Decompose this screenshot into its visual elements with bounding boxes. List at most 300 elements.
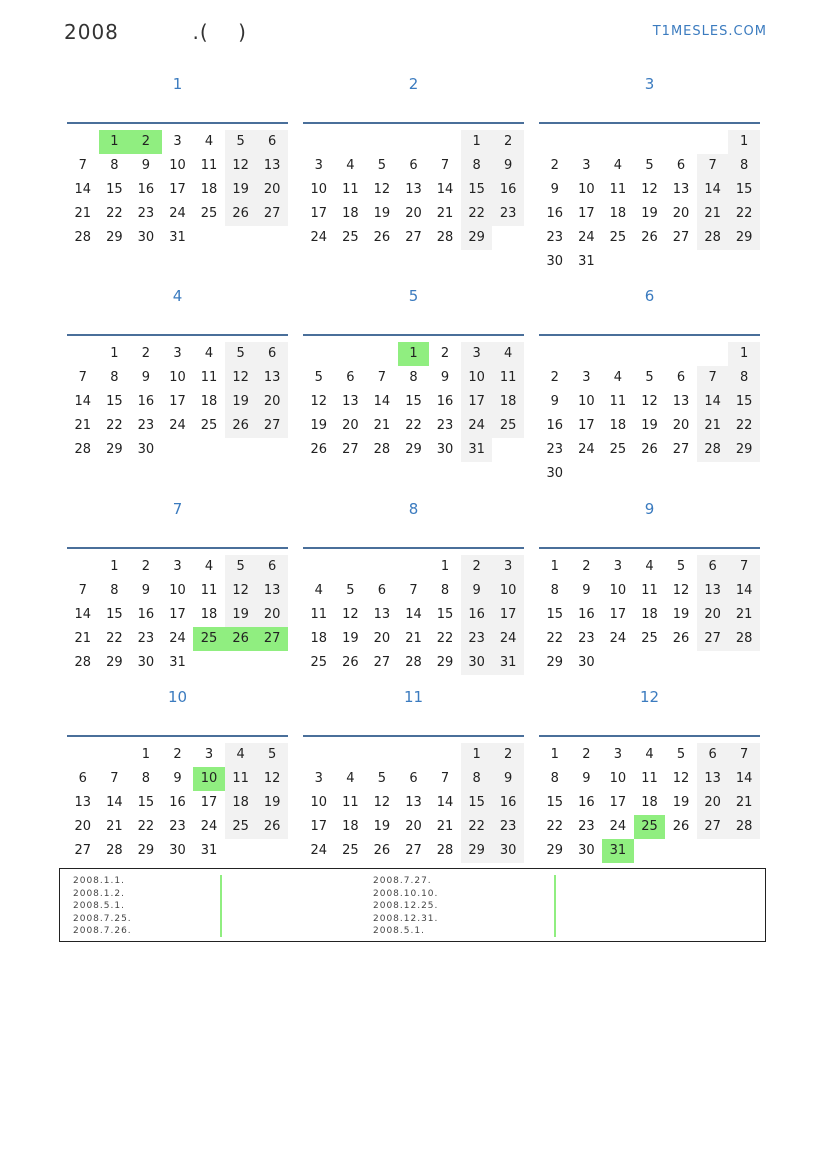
day-cell: 6	[676, 158, 686, 173]
day-cell: 27	[697, 627, 729, 651]
empty-cell	[67, 342, 99, 366]
day-cell: 13	[405, 182, 422, 197]
day-cell: 15	[546, 795, 564, 810]
day-cell: 13	[74, 795, 92, 810]
day-cell: 5	[676, 747, 686, 762]
month-6	[539, 284, 760, 481]
day-cell: 30	[546, 466, 564, 481]
week-row	[303, 767, 524, 791]
week-row	[67, 603, 288, 627]
day-cell: 23	[137, 206, 155, 221]
day-cell: 30	[546, 254, 564, 269]
day-cell: 22	[461, 202, 493, 226]
day-cell: 17	[169, 607, 186, 622]
day-cell: 22	[106, 631, 123, 646]
week-row	[67, 202, 288, 226]
month-grid	[67, 130, 288, 250]
day-cell: 17	[200, 795, 218, 810]
day-cell: 26	[672, 631, 690, 646]
day-cell: 16	[492, 178, 524, 202]
day-cell: 4	[314, 583, 323, 598]
week-row	[67, 390, 288, 414]
day-cell: 2	[550, 158, 559, 173]
day-cell: 4	[204, 346, 214, 361]
empty-cell	[492, 438, 524, 462]
day-cell: 10	[193, 767, 225, 791]
week-row	[67, 555, 288, 579]
day-cell: 14	[728, 579, 760, 603]
empty-cell	[162, 438, 194, 462]
empty-cell	[335, 555, 367, 579]
day-cell: 5	[225, 130, 257, 154]
day-cell: 19	[641, 206, 658, 221]
day-cell: 10	[169, 158, 186, 173]
day-cell: 19	[672, 607, 690, 622]
legend-date: 2008.7.27.	[373, 876, 432, 886]
day-cell: 19	[256, 791, 288, 815]
day-cell: 3	[582, 370, 591, 385]
week-row	[303, 226, 524, 250]
day-cell: 18	[200, 394, 218, 409]
week-row	[539, 651, 760, 675]
month-name: 4	[172, 287, 183, 305]
day-cell: 19	[672, 795, 690, 810]
month-name: 10	[167, 688, 188, 706]
day-cell: 29	[728, 226, 760, 250]
week-row	[303, 202, 524, 226]
empty-cell	[634, 839, 666, 863]
day-cell: 17	[492, 603, 524, 627]
day-cell: 28	[373, 442, 391, 457]
empty-cell	[728, 839, 760, 863]
week-row	[539, 202, 760, 226]
day-cell: 14	[728, 767, 760, 791]
day-cell: 5	[225, 555, 257, 579]
day-cell: 12	[641, 182, 658, 197]
day-cell: 24	[609, 631, 627, 646]
day-cell: 25	[609, 230, 627, 245]
empty-cell	[634, 342, 666, 366]
week-row	[67, 767, 288, 791]
week-row	[67, 226, 288, 250]
day-cell: 4	[204, 559, 214, 574]
day-cell: 3	[492, 555, 524, 579]
empty-cell	[303, 743, 335, 767]
empty-cell	[697, 462, 729, 486]
empty-cell	[67, 743, 99, 767]
empty-cell	[303, 342, 335, 366]
day-cell: 5	[377, 158, 387, 173]
empty-cell	[366, 743, 398, 767]
day-cell: 26	[373, 230, 391, 245]
day-cell: 22	[405, 418, 422, 433]
day-cell: 28	[728, 627, 760, 651]
day-cell: 1	[728, 342, 760, 366]
day-cell: 13	[256, 366, 288, 390]
day-cell: 28	[74, 655, 92, 670]
week-row	[303, 815, 524, 839]
empty-cell	[256, 438, 288, 462]
empty-cell	[225, 438, 257, 462]
day-cell: 16	[546, 418, 564, 433]
day-cell: 4	[492, 342, 524, 366]
day-cell: 15	[106, 182, 123, 197]
day-cell: 26	[310, 442, 328, 457]
day-cell: 6	[676, 370, 686, 385]
legend-date: 2008.1.2.	[73, 888, 125, 899]
day-cell: 18	[342, 819, 359, 834]
day-cell: 15	[546, 607, 564, 622]
week-row	[303, 555, 524, 579]
empty-cell	[571, 130, 603, 154]
week-row	[539, 462, 760, 486]
month-grid	[303, 130, 524, 250]
day-cell: 22	[728, 202, 760, 226]
day-cell: 15	[405, 394, 422, 409]
month-name: 6	[644, 287, 655, 305]
day-cell: 12	[641, 394, 658, 409]
day-cell: 7	[78, 370, 87, 385]
day-cell: 10	[609, 583, 627, 598]
day-cell: 23	[546, 230, 564, 245]
empty-cell	[398, 130, 430, 154]
day-cell: 10	[169, 370, 186, 385]
week-row	[303, 414, 524, 438]
day-cell: 28	[74, 230, 92, 245]
day-cell: 4	[204, 134, 214, 149]
day-cell: 3	[613, 747, 623, 762]
legend-date: 2008.12.31.	[373, 913, 439, 924]
day-cell: 21	[106, 819, 123, 834]
day-cell: 11	[492, 366, 524, 390]
empty-cell	[602, 342, 634, 366]
day-cell: 4	[613, 370, 623, 385]
day-cell: 3	[582, 158, 591, 173]
day-cell: 2	[582, 559, 591, 574]
day-cell: 24	[169, 631, 186, 646]
day-cell: 28	[728, 815, 760, 839]
day-cell: 11	[200, 370, 218, 385]
day-cell: 3	[173, 134, 182, 149]
week-row	[303, 342, 524, 366]
day-cell: 16	[578, 607, 595, 622]
empty-cell	[193, 226, 225, 250]
empty-cell	[492, 226, 524, 250]
day-cell: 30	[492, 839, 524, 863]
empty-cell	[256, 651, 288, 675]
day-cell: 7	[78, 583, 87, 598]
day-cell: 25	[225, 815, 257, 839]
month-rule	[303, 122, 524, 124]
week-row	[67, 178, 288, 202]
week-row	[303, 579, 524, 603]
day-cell: 17	[169, 394, 186, 409]
month-1	[67, 72, 288, 245]
month-5	[303, 284, 524, 457]
week-row	[539, 154, 760, 178]
day-cell: 26	[225, 627, 257, 651]
day-cell: 8	[461, 154, 493, 178]
legend-date: 2008.7.25.	[73, 913, 132, 924]
day-cell: 14	[697, 390, 729, 414]
week-row	[303, 366, 524, 390]
month-9	[539, 497, 760, 670]
day-cell: 5	[346, 583, 355, 598]
day-cell: 2	[440, 346, 450, 361]
week-row	[539, 130, 760, 154]
day-cell: 22	[137, 819, 155, 834]
day-cell: 30	[578, 655, 595, 670]
day-cell: 13	[256, 579, 288, 603]
day-cell: 3	[173, 346, 182, 361]
month-rule	[539, 122, 760, 124]
day-cell: 26	[342, 655, 359, 670]
day-cell: 1	[141, 747, 151, 762]
week-row	[303, 839, 524, 863]
day-cell: 16	[461, 603, 493, 627]
legend-column-left	[73, 875, 132, 938]
day-cell: 27	[74, 843, 92, 858]
day-cell: 26	[641, 230, 658, 245]
day-cell: 1	[110, 346, 119, 361]
day-cell: 18	[609, 206, 627, 221]
legend-column-right	[373, 875, 438, 938]
day-cell: 23	[492, 815, 524, 839]
day-cell: 17	[310, 819, 328, 834]
day-cell: 18	[225, 791, 257, 815]
page-title: 2008 .( )	[64, 20, 247, 44]
day-cell: 14	[74, 607, 92, 622]
day-cell: 9	[440, 370, 450, 385]
day-cell: 28	[436, 843, 454, 858]
day-cell: 25	[200, 206, 218, 221]
day-cell: 4	[346, 158, 355, 173]
day-cell: 18	[200, 182, 218, 197]
day-cell: 2	[550, 370, 559, 385]
day-cell: 29	[405, 442, 422, 457]
day-cell: 29	[546, 843, 564, 858]
day-cell: 1	[550, 747, 559, 762]
day-cell: 29	[106, 442, 123, 457]
day-cell: 10	[310, 182, 328, 197]
month-10	[67, 685, 288, 858]
day-cell: 26	[641, 442, 658, 457]
month-grid	[67, 342, 288, 462]
month-name: 1	[172, 75, 183, 93]
month-grid	[67, 555, 288, 675]
empty-cell	[602, 130, 634, 154]
legend-date: 2008.12.25.	[373, 901, 439, 911]
week-row	[303, 154, 524, 178]
day-cell: 2	[492, 743, 524, 767]
day-cell: 14	[74, 182, 92, 197]
day-cell: 19	[225, 178, 257, 202]
empty-cell	[602, 651, 634, 675]
day-cell: 13	[697, 767, 729, 791]
month-7	[67, 497, 288, 670]
day-cell: 12	[225, 579, 257, 603]
month-grid	[539, 130, 760, 274]
day-cell: 13	[672, 182, 690, 197]
empty-cell	[67, 130, 99, 154]
empty-cell	[303, 555, 335, 579]
day-cell: 5	[314, 370, 323, 385]
day-cell: 11	[200, 158, 218, 173]
day-cell: 7	[440, 771, 450, 786]
day-cell: 18	[492, 390, 524, 414]
day-cell: 11	[641, 583, 658, 598]
day-cell: 20	[256, 178, 288, 202]
day-cell: 9	[492, 154, 524, 178]
week-row	[67, 743, 288, 767]
holiday-legend	[59, 868, 766, 942]
day-cell: 18	[641, 607, 658, 622]
month-grid	[303, 743, 524, 863]
empty-cell	[539, 342, 571, 366]
empty-cell	[256, 839, 288, 863]
day-cell: 1	[550, 559, 559, 574]
day-cell: 27	[342, 442, 359, 457]
day-cell: 9	[550, 394, 559, 409]
site-brand[interactable]: T1MESLES.COM	[652, 24, 767, 39]
empty-cell	[256, 226, 288, 250]
day-cell: 14	[106, 795, 123, 810]
day-cell: 19	[225, 603, 257, 627]
week-row	[539, 555, 760, 579]
empty-cell	[335, 130, 367, 154]
month-name: 9	[644, 500, 655, 518]
day-cell: 3	[204, 747, 214, 762]
day-cell: 25	[200, 418, 218, 433]
day-cell: 8	[550, 583, 559, 598]
day-cell: 24	[492, 627, 524, 651]
month-rule	[303, 547, 524, 549]
day-cell: 19	[373, 819, 391, 834]
week-row	[303, 603, 524, 627]
empty-cell	[728, 651, 760, 675]
day-cell: 20	[74, 819, 92, 834]
month-grid	[539, 555, 760, 675]
week-row	[67, 154, 288, 178]
day-cell: 27	[256, 202, 288, 226]
week-row	[67, 130, 288, 154]
day-cell: 25	[492, 414, 524, 438]
month-11	[303, 685, 524, 858]
week-row	[67, 839, 288, 863]
week-row	[539, 743, 760, 767]
day-cell: 28	[74, 442, 92, 457]
month-rule	[539, 735, 760, 737]
day-cell: 8	[141, 771, 151, 786]
week-row	[67, 342, 288, 366]
day-cell: 7	[409, 583, 418, 598]
day-cell: 30	[169, 843, 186, 858]
empty-cell	[697, 839, 729, 863]
day-cell: 20	[256, 603, 288, 627]
day-cell: 30	[436, 442, 454, 457]
day-cell: 2	[461, 555, 493, 579]
day-cell: 4	[225, 743, 257, 767]
day-cell: 12	[672, 771, 690, 786]
day-cell: 15	[106, 607, 123, 622]
day-cell: 20	[342, 418, 359, 433]
day-cell: 6	[256, 130, 288, 154]
day-cell: 11	[310, 607, 328, 622]
day-cell: 27	[256, 627, 288, 651]
day-cell: 5	[256, 743, 288, 767]
month-12	[539, 685, 760, 858]
day-cell: 22	[461, 815, 493, 839]
day-cell: 3	[613, 559, 623, 574]
day-cell: 29	[436, 655, 454, 670]
day-cell: 21	[697, 414, 729, 438]
day-cell: 8	[728, 366, 760, 390]
day-cell: 7	[78, 158, 87, 173]
day-cell: 29	[106, 230, 123, 245]
day-cell: 9	[492, 767, 524, 791]
day-cell: 24	[578, 230, 595, 245]
day-cell: 20	[256, 390, 288, 414]
day-cell: 16	[492, 791, 524, 815]
day-cell: 12	[310, 394, 328, 409]
day-cell: 12	[256, 767, 288, 791]
empty-cell	[602, 250, 634, 274]
day-cell: 30	[137, 655, 155, 670]
day-cell: 7	[440, 158, 450, 173]
day-cell: 11	[609, 394, 627, 409]
day-cell: 4	[645, 559, 654, 574]
legend-date: 2008.10.10.	[373, 888, 439, 899]
day-cell: 15	[436, 607, 454, 622]
day-cell: 15	[461, 791, 493, 815]
day-cell: 14	[373, 394, 391, 409]
day-cell: 7	[728, 555, 760, 579]
legend-date: 2008.5.1.	[73, 901, 125, 911]
day-cell: 22	[546, 819, 564, 834]
day-cell: 4	[613, 158, 623, 173]
day-cell: 8	[461, 767, 493, 791]
day-cell: 2	[130, 130, 162, 154]
day-cell: 6	[377, 583, 387, 598]
week-row	[303, 627, 524, 651]
empty-cell	[225, 226, 257, 250]
week-row	[303, 130, 524, 154]
week-row	[67, 414, 288, 438]
day-cell: 27	[672, 442, 690, 457]
empty-cell	[665, 250, 697, 274]
day-cell: 5	[225, 342, 257, 366]
day-cell: 6	[256, 555, 288, 579]
day-cell: 12	[373, 182, 391, 197]
day-cell: 15	[728, 178, 760, 202]
empty-cell	[634, 130, 666, 154]
week-row	[539, 627, 760, 651]
day-cell: 31	[602, 839, 634, 863]
day-cell: 25	[634, 815, 666, 839]
empty-cell	[193, 438, 225, 462]
month-grid	[303, 342, 524, 462]
day-cell: 20	[672, 418, 690, 433]
empty-cell	[429, 130, 461, 154]
day-cell: 10	[169, 583, 186, 598]
day-cell: 2	[141, 346, 151, 361]
month-3	[539, 72, 760, 269]
day-cell: 24	[310, 843, 328, 858]
day-cell: 5	[377, 771, 387, 786]
day-cell: 15	[728, 390, 760, 414]
day-cell: 24	[169, 418, 186, 433]
month-name: 7	[172, 500, 183, 518]
